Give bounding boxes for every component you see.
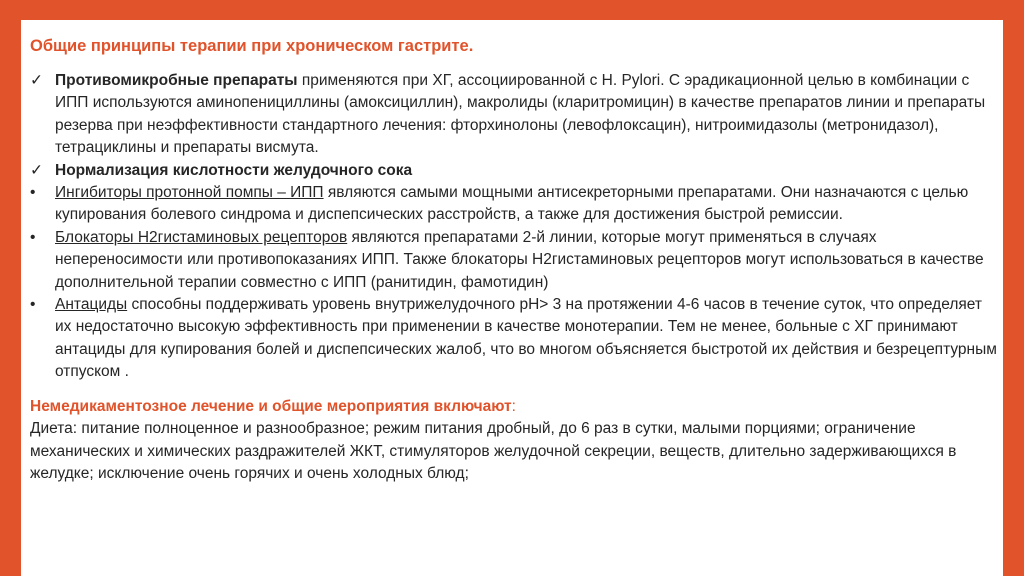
non-drug-colon: : bbox=[511, 397, 516, 415]
item-text: применяются при ХГ, ассоциированной с H. Pylori. С эрадикационной целью в комбинации с ИПП используются аминопенициллины (амоксициллин), макролиды (кларитромицин) в качестве препаратов линии и препараты резерва при неэффективности стандартного лечения: фторхинолоны (левофлоксацин), нитроимидазолы (метронидазол), тетрациклины и препараты висмута. bbox=[55, 72, 986, 157]
item-text: являются препаратами 2-й линии, которые могут применяться в случаях непереносимости или противопоказаниях ИПП. Также блокаторы Н2гистаминовых рецепторов могут использоваться в качестве дополнительной терапии совместно с ИПП (ранитидин, фамотидин) bbox=[55, 228, 984, 291]
list-item-h2-blockers bbox=[30, 227, 998, 294]
non-drug-section bbox=[30, 396, 998, 486]
item-underlined-label: Антациды bbox=[55, 296, 128, 314]
slide-title: Общие принципы терапии при хроническом гастрите. bbox=[30, 37, 474, 55]
list-item-ppi bbox=[30, 182, 998, 227]
spacer bbox=[30, 384, 998, 396]
slide-content bbox=[30, 34, 998, 485]
item-bold-label: Нормализация кислотности желудочного сока bbox=[55, 161, 413, 179]
list-item-antimicrobial bbox=[30, 70, 998, 160]
item-bold-label: Противомикробные препараты bbox=[55, 72, 298, 89]
checkmark-icon: ✓ bbox=[30, 72, 43, 89]
item-text: являются самыми мощными антисекреторными препаратами. Они назначаются с целью купирования болевого синдрома и диспепсических расстройств, а также для достижения быстрой ремиссии. bbox=[55, 184, 969, 224]
bullet-icon: • bbox=[30, 296, 36, 314]
bullet-icon: • bbox=[30, 184, 36, 202]
list-item-antacids bbox=[30, 294, 998, 384]
slide bbox=[21, 20, 1003, 576]
list-item-acidity bbox=[30, 160, 998, 182]
non-drug-text: Диета: питание полноценное и разнообразное; режим питания дробный, до 6 раз в сутки, малыми порциями; ограничение механических и химических раздражителей ЖКТ, стимуляторов желудочной секреции, веществ, длительно задерживающихся в желудке; исключение очень горячих и очень холодных блюд; bbox=[30, 420, 957, 482]
checkmark-icon: ✓ bbox=[30, 161, 43, 179]
non-drug-heading: Немедикаментозное лечение и общие мероприятия включают bbox=[30, 397, 512, 415]
item-underlined-label: Блокаторы Н2гистаминовых рецепторов bbox=[55, 228, 348, 246]
bullet-icon: • bbox=[30, 228, 36, 246]
item-text: способны поддерживать уровень внутрижелудочного рН> 3 на протяжении 4-6 часов в течение суток, что определяет их недостаточно высокую эффективность при применении в качестве монотерапии. Тем не менее, больные с ХГ принимают антациды для купирования болей и диспепсических жалоб, что во многом объясняется быстротой их действия и безрецептурным отпуском . bbox=[55, 296, 997, 381]
item-underlined-label: Ингибиторы протонной помпы – ИПП bbox=[55, 184, 324, 202]
